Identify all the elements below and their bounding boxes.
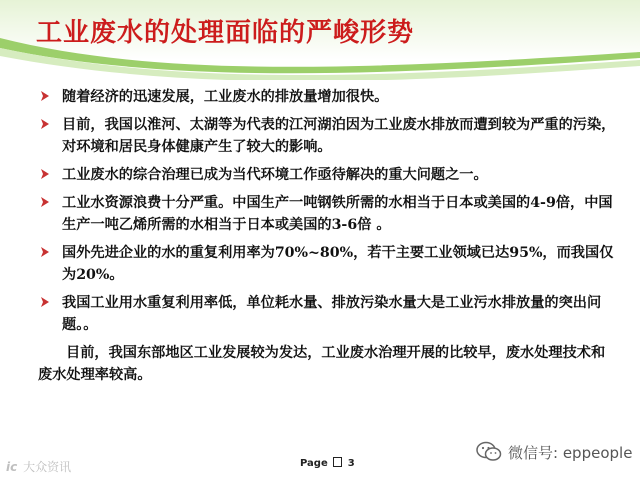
bullet-item — [38, 86, 618, 108]
page-prefix: Page — [300, 458, 328, 469]
slide-title: 工业废水的处理面临的严峻形势 — [36, 18, 415, 48]
arrow-bullet-icon — [38, 245, 52, 259]
bullet-item — [38, 114, 618, 158]
bullet-item — [38, 164, 618, 186]
arrow-bullet-icon — [38, 295, 52, 309]
watermark-right — [476, 441, 632, 463]
bullet-text: 随着经济的迅速发展，工业废水的排放量增加很快。 — [62, 89, 389, 105]
bullet-text: 国外先进企业的水的重复利用率为70%~80%，若干主要工业领域已达95%，而我国仅为20%。 — [62, 245, 614, 283]
watermark-left — [6, 458, 71, 475]
page-number-value: 3 — [347, 458, 355, 469]
bullet-text: 目前，我国以淮河、太湖等为代表的江河湖泊因为工业废水排放而遭到较为严重的污染，对环境和居民身体健康产生了较大的影响。 — [62, 117, 616, 155]
arrow-bullet-icon — [38, 117, 52, 131]
wechat-id-text: 微信号: eppeople — [508, 443, 633, 462]
arrow-bullet-icon — [38, 195, 52, 209]
page-number — [300, 457, 355, 469]
closing-paragraph: 目前，我国东部地区工业发展较为发达，工业废水治理开展的比较早，废水处理技术和废水处理率较高。 — [38, 345, 606, 383]
bullet-item — [38, 242, 618, 286]
box-glyph-icon — [333, 457, 342, 467]
bullet-item — [38, 292, 618, 336]
arrow-bullet-icon — [38, 89, 52, 103]
wechat-icon — [476, 441, 502, 463]
arrow-bullet-icon — [38, 167, 52, 181]
watermark-left-text: 大众资讯 — [23, 460, 72, 474]
bullet-text: 工业水资源浪费十分严重。中国生产一吨钢铁所需的水相当于日本或美国的4-9倍，中国生产一吨乙烯所需的水相当于日本或美国的3-6倍 。 — [62, 195, 613, 233]
bullet-text: 工业废水的综合治理已成为当代环境工作亟待解决的重大问题之一。 — [62, 167, 488, 183]
bullet-list — [38, 86, 618, 386]
watermark-logo: ic — [6, 460, 18, 474]
bullet-item — [38, 192, 618, 236]
bullet-text: 我国工业用水重复利用率低，单位耗水量、排放污染水量大是工业污水排放量的突出问题。。 — [62, 295, 602, 333]
